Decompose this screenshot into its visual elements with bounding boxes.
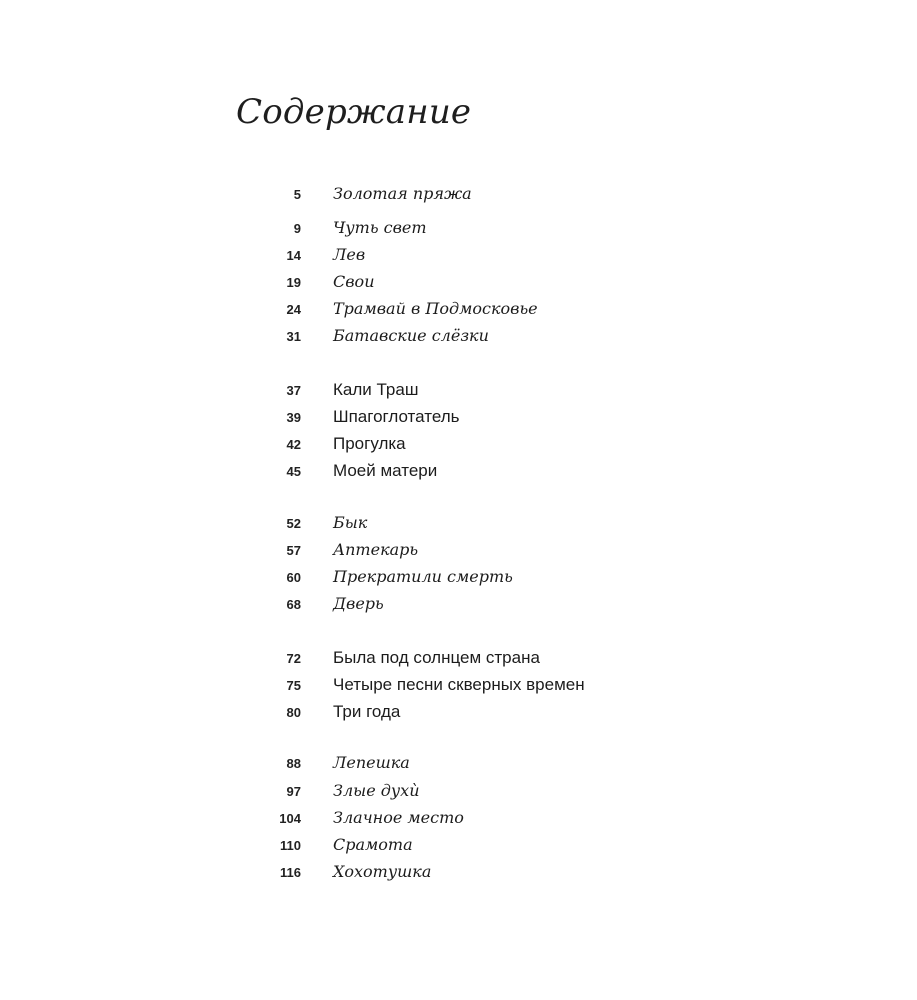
toc-entry: [0, 675, 917, 699]
toc-entry: [0, 407, 917, 431]
toc-entry: [0, 184, 917, 208]
contents-title: Содержание: [236, 92, 472, 132]
toc-page-number: 52: [286, 516, 301, 531]
toc-page-number: 88: [286, 756, 301, 771]
toc-entry-title: Золотая пряжа: [333, 184, 472, 203]
toc-entry: [0, 218, 917, 242]
toc-page-number: 31: [286, 329, 301, 344]
toc-entry-title: Срамота: [333, 835, 413, 854]
toc-page-number: 68: [286, 597, 301, 612]
toc-page-number: 37: [286, 383, 301, 398]
toc-page-number: 5: [293, 187, 301, 202]
toc-page-number: 39: [286, 410, 301, 425]
toc-entry: [0, 835, 917, 859]
toc-entry-title: Бык: [333, 513, 368, 532]
toc-page-number: 9: [293, 221, 301, 236]
toc-page-number: 110: [280, 838, 301, 853]
toc-page-number: 19: [286, 275, 301, 290]
toc-page-number: 72: [286, 651, 301, 666]
toc-entry-title: Злачное место: [333, 808, 464, 827]
toc-page-number: 80: [286, 705, 301, 720]
toc-entry: [0, 862, 917, 886]
toc-entry-title: Трамвай в Подмосковье: [333, 299, 538, 318]
toc-entry: [0, 513, 917, 537]
toc-page-number: 24: [286, 302, 301, 317]
toc-entry: [0, 781, 917, 805]
toc-entry: [0, 702, 917, 726]
toc-entry-title: Хохотушка: [333, 862, 432, 881]
toc-entry: [0, 461, 917, 485]
toc-entry-title: Прогулка: [333, 434, 406, 453]
toc-entry-title: Кали Траш: [333, 380, 419, 399]
toc-entry: [0, 540, 917, 564]
toc-page-number: 116: [280, 865, 301, 880]
toc-entry: [0, 245, 917, 269]
toc-entry: [0, 567, 917, 591]
toc-entry: [0, 808, 917, 832]
toc-page-number: 60: [286, 570, 301, 585]
toc-entry: [0, 594, 917, 618]
toc-page-number: 14: [286, 248, 301, 263]
toc-entry-title: Свои: [333, 272, 375, 291]
toc-entry-title: Батавские слёзки: [333, 326, 489, 345]
toc-page-number: 104: [279, 811, 301, 826]
toc-entry-title: Была под солнцем страна: [333, 648, 540, 667]
toc-page-number: 45: [286, 464, 301, 479]
toc-entry-title: Дверь: [333, 594, 384, 613]
toc-entry: [0, 753, 917, 777]
toc-entry: [0, 434, 917, 458]
toc-entry-title: Аптекарь: [333, 540, 419, 559]
toc-entry-title: Злые духѝ: [333, 781, 420, 800]
toc-entry-title: Чуть свет: [333, 218, 427, 237]
toc-entry-title: Лев: [333, 245, 366, 264]
toc-entry-title: Три года: [333, 702, 401, 721]
toc-entry-title: Четыре песни скверных времен: [333, 675, 585, 694]
toc-page-number: 57: [286, 543, 301, 558]
toc-entry-title: Лепешка: [333, 753, 410, 772]
toc-entry: [0, 272, 917, 296]
toc-page-number: 97: [286, 784, 301, 799]
toc-entry: [0, 299, 917, 323]
toc-entry: [0, 326, 917, 350]
toc-page-number: 75: [286, 678, 301, 693]
toc-entry-title: Шпагоглотатель: [333, 407, 460, 426]
toc-page-number: 42: [286, 437, 301, 452]
toc-entry-title: Моей матери: [333, 461, 438, 480]
toc-entry: [0, 648, 917, 672]
toc-entry: [0, 380, 917, 404]
toc-entry-title: Прекратили смерть: [333, 567, 513, 586]
